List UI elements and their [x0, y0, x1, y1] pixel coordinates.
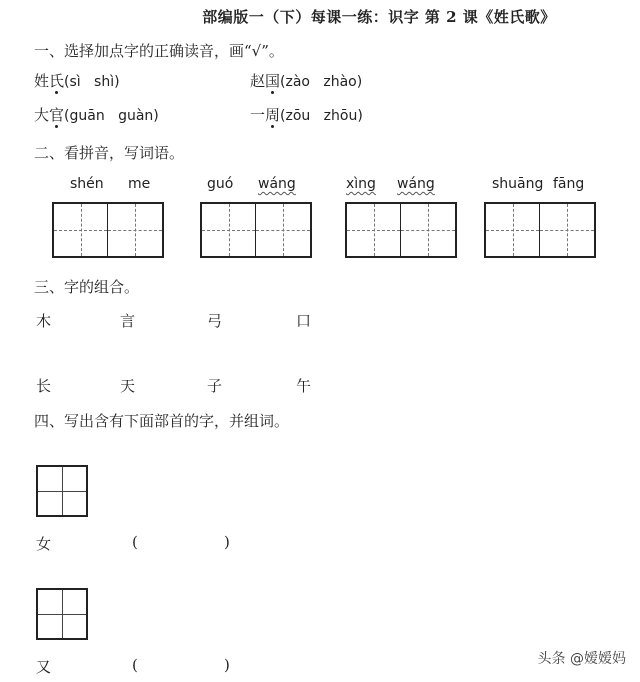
- q2-writing-grid-2[interactable]: [200, 202, 312, 258]
- q4-paren-open-2: (: [132, 656, 138, 674]
- section-3-heading: 三、字的组合。: [34, 278, 140, 296]
- section-4-heading: 四、写出含有下面部首的字，并组词。: [34, 412, 290, 430]
- q1-char-a: 大: [34, 106, 50, 124]
- q2-pinyin-2a: guó: [207, 176, 234, 192]
- q1-option-2[interactable]: zhōu: [323, 108, 358, 124]
- q2-pinyin-2b: wáng: [258, 176, 296, 192]
- q2-pinyin-4a: shuāng: [492, 176, 544, 192]
- watermark: 头条 @嫒嫒妈: [537, 651, 626, 667]
- q2-writing-grid-1[interactable]: [52, 202, 164, 258]
- q1-char-dotted: 氏: [49, 72, 65, 90]
- q1-option-2[interactable]: guàn: [118, 108, 154, 124]
- q4-paren-close-2: ): [224, 656, 230, 674]
- section-2-heading: 二、看拼音，写词语。: [34, 144, 185, 162]
- q3-char: 天: [120, 377, 136, 395]
- q1-char-dotted: 官: [49, 106, 65, 124]
- q3-char: 弓: [207, 312, 223, 330]
- q1-option-1[interactable]: zōu: [285, 108, 311, 124]
- q2-pinyin-1a: shén: [70, 176, 104, 192]
- q2-pinyin-3b: wáng: [397, 176, 435, 192]
- page-title: 部编版一（下）每课一练：识字 第 2 课《姓氏歌》: [202, 8, 556, 26]
- q3-char: 子: [207, 377, 223, 395]
- q1-option-2[interactable]: zhào: [323, 74, 357, 90]
- q3-char: 木: [36, 312, 52, 330]
- q3-char: 口: [296, 312, 312, 330]
- q1-item-2: 赵国(zào zhào): [250, 72, 363, 90]
- q4-paren-open-1: (: [132, 533, 138, 551]
- q4-radical-2: 又: [36, 658, 52, 676]
- q2-writing-grid-3[interactable]: [345, 202, 457, 258]
- q1-char-a: 一: [250, 106, 266, 124]
- q1-item-1: 姓氏(sì shì): [34, 72, 120, 90]
- q1-option-1[interactable]: zào: [285, 74, 310, 90]
- q4-radical-1: 女: [36, 535, 52, 553]
- q3-char: 言: [120, 312, 136, 330]
- q1-char-dotted: 周: [265, 106, 281, 124]
- q1-item-4: 一周(zōu zhōu): [250, 106, 363, 124]
- q1-char-a: 姓: [34, 72, 50, 90]
- q1-option-2[interactable]: shì: [94, 74, 115, 90]
- q1-char-a: 赵: [250, 72, 266, 90]
- q2-writing-grid-4[interactable]: [484, 202, 596, 258]
- q1-option-1[interactable]: sì: [69, 74, 81, 90]
- section-1-heading: 一、选择加点字的正确读音，画“√”。: [34, 42, 284, 60]
- q2-pinyin-3a: xìng: [346, 176, 376, 192]
- q1-char-dotted: 国: [265, 72, 281, 90]
- q1-option-1[interactable]: guān: [69, 108, 105, 124]
- q3-char: 长: [36, 377, 52, 395]
- q2-pinyin-1b: me: [128, 176, 151, 192]
- q1-item-3: 大官(guān guàn): [34, 106, 159, 124]
- q2-pinyin-4b: fāng: [553, 176, 585, 192]
- q3-char: 午: [296, 377, 312, 395]
- q4-paren-close-1: ): [224, 533, 230, 551]
- q4-writing-grid-2[interactable]: [36, 588, 88, 640]
- q4-writing-grid-1[interactable]: [36, 465, 88, 517]
